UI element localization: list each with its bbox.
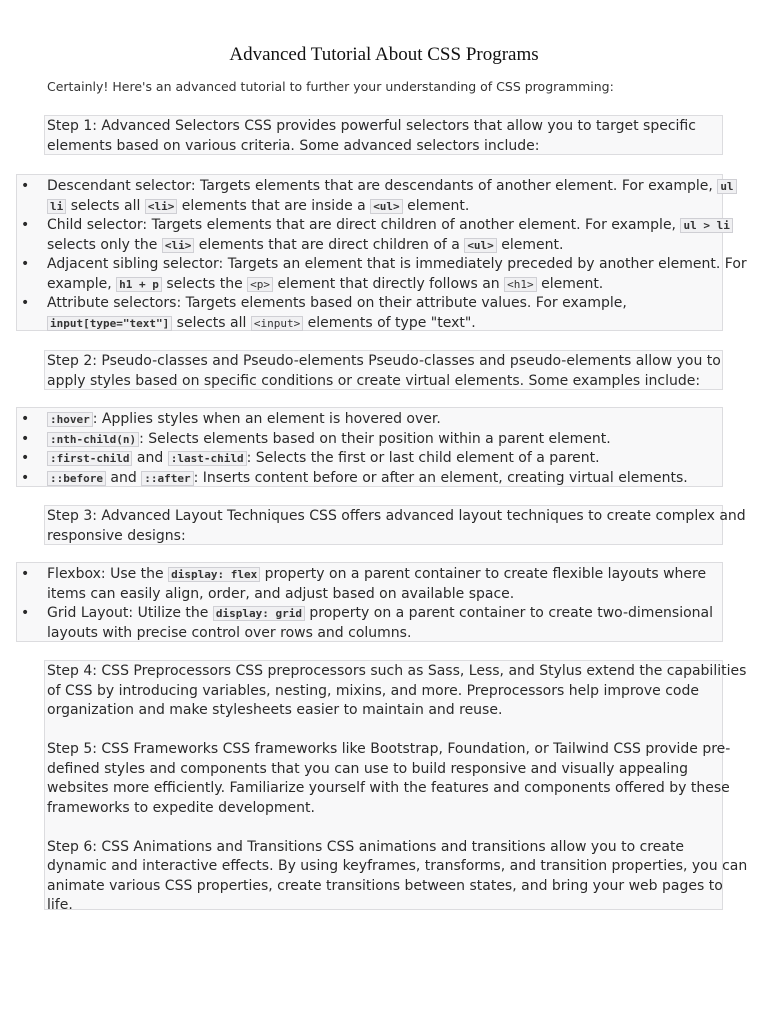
code-ul-tag: <ul>	[464, 238, 497, 253]
text: items can easily align, order, and adjust based on available space.	[47, 585, 515, 602]
text: elements that are inside a	[177, 197, 371, 214]
text: Adjacent sibling selector: Targets an element that is immediately preceded by another element. For	[47, 256, 747, 272]
code-h1-plus-p: h1 + p	[116, 277, 162, 292]
step3-box	[44, 505, 746, 545]
intro-text: Certainly! Here's an advanced tutorial to further your understanding of CSS programming:	[47, 79, 614, 94]
code-li-tag: <li>	[162, 238, 195, 253]
text: : Inserts content before or after an element, creating virtual elements.	[193, 469, 688, 486]
text: property on a parent container to create two-dimensional	[304, 605, 714, 621]
steps-4-6-box	[44, 660, 748, 913]
step6-line4: life.	[47, 897, 73, 913]
step6-line3: animate various CSS properties, create transitions between states, and bring your web pages to	[47, 877, 723, 894]
code-p-tag: <p>	[247, 277, 273, 292]
text: layouts with precise control over rows and columns.	[47, 624, 412, 641]
text: selects all	[172, 314, 251, 331]
list-item-before-after	[17, 469, 722, 489]
code-after: ::after	[141, 471, 193, 486]
text: selects all	[66, 197, 145, 214]
code-before: ::before	[47, 471, 106, 486]
text: Descendant selector: Targets elements that are descendants of another element. For example,	[47, 178, 718, 194]
code-li-tag: <li>	[145, 199, 178, 214]
text: element.	[402, 197, 470, 214]
step1-box	[44, 115, 723, 155]
page-title: Advanced Tutorial About CSS Programs	[229, 44, 539, 65]
text: : Selects the first or last child element of a parent.	[246, 450, 600, 466]
list-item-hover	[17, 410, 722, 430]
code-hover: :hover	[47, 412, 93, 427]
code-nth-child: :nth-child(n)	[47, 432, 139, 447]
step2-line2: apply styles based on specific conditions or create virtual elements. Some examples include:	[47, 372, 701, 389]
step2-line1: Step 2: Pseudo-classes and Pseudo-elements Pseudo-classes and pseudo-elements allow you to	[47, 353, 721, 369]
bullet: •	[21, 217, 30, 233]
text: and	[105, 469, 142, 486]
step3-line1: Step 3: Advanced Layout Techniques CSS offers advanced layout techniques to create complex and	[47, 508, 746, 524]
code-first-child: :first-child	[47, 451, 132, 466]
step4-line1: Step 4: CSS Preprocessors CSS preprocessors such as Sass, Less, and Stylus extend the capabilities	[47, 663, 747, 679]
text: and	[132, 450, 168, 466]
paragraph-gap	[47, 818, 722, 838]
text: element.	[536, 275, 604, 292]
list-item-adjacent	[17, 255, 747, 294]
bullet: •	[21, 256, 30, 272]
text: element that directly follows an	[273, 275, 505, 292]
code-h1-tag: <h1>	[504, 277, 537, 292]
step6-line2: dynamic and interactive effects. By using keyframes, transforms, and transition properties, you can	[47, 858, 748, 874]
step4-line2: of CSS by introducing variables, nesting, mixins, and more. Preprocessors help improve code	[47, 682, 699, 699]
text: element.	[496, 236, 564, 253]
code-ul-tag: <ul>	[370, 199, 403, 214]
text: elements of type "text".	[303, 314, 476, 331]
code-display-flex: display: flex	[168, 567, 260, 582]
bullet: •	[21, 450, 30, 466]
step2-box	[44, 350, 723, 390]
bullet: •	[21, 566, 30, 582]
list-item-attribute	[17, 294, 722, 333]
code-display-grid: display: grid	[213, 606, 305, 621]
code-last-child: :last-child	[168, 451, 247, 466]
text: selects the	[161, 275, 248, 292]
step1-line2: elements based on various criteria. Some advanced selectors include:	[47, 137, 540, 154]
list-item-flexbox	[17, 565, 722, 604]
list-item-first-last	[17, 449, 722, 469]
text: selects only the	[47, 236, 162, 253]
text: : Selects elements based on their position within a parent element.	[139, 430, 611, 447]
code-ul: ul	[717, 179, 736, 194]
text: Flexbox: Use the	[47, 566, 169, 582]
bullet: •	[21, 295, 30, 311]
code-input-type-text: input[type="text"]	[47, 316, 172, 331]
text: property on a parent container to create flexible layouts where	[260, 566, 707, 582]
step1-line1: Step 1: Advanced Selectors CSS provides powerful selectors that allow you to target specific	[47, 118, 696, 134]
step5-line1: Step 5: CSS Frameworks CSS frameworks like Bootstrap, Foundation, or Tailwind CSS provide pre-	[47, 741, 731, 757]
text: Grid Layout: Utilize the	[47, 605, 213, 621]
pseudo-list	[16, 407, 723, 487]
step5-line2: defined styles and components that you can use to build responsive and visually appealing	[47, 760, 688, 777]
selectors-list	[16, 174, 747, 331]
bullet: •	[21, 411, 30, 427]
bullet: •	[21, 469, 30, 486]
bullet: •	[21, 178, 30, 194]
list-item-nth-child	[17, 430, 722, 450]
bullet: •	[21, 605, 30, 621]
step3-line2: responsive designs:	[47, 527, 186, 544]
text: Child selector: Targets elements that are direct children of another element. For example,	[47, 217, 681, 233]
step5-line3: websites more efficiently. Familiarize yourself with the features and components offered by these	[47, 780, 730, 796]
text: : Applies styles when an element is hovered over.	[92, 411, 441, 427]
list-item-descendant	[17, 177, 734, 216]
code-input-tag: <input>	[251, 316, 303, 331]
step4-line3: organization and make stylesheets easier to maintain and reuse.	[47, 702, 503, 718]
text: Attribute selectors: Targets elements based on their attribute values. For example,	[47, 295, 627, 311]
text: example,	[47, 275, 117, 292]
bullet: •	[21, 430, 30, 447]
list-item-child	[17, 216, 730, 255]
step6-line1: Step 6: CSS Animations and Transitions CSS animations and transitions allow you to create	[47, 838, 685, 855]
text: elements that are direct children of a	[194, 236, 465, 253]
layout-list	[16, 562, 723, 642]
list-item-grid	[17, 604, 722, 643]
step5-line4: frameworks to expedite development.	[47, 799, 315, 816]
code-ul-gt-li: ul > li	[680, 218, 732, 233]
code-li: li	[47, 199, 66, 214]
paragraph-gap	[47, 721, 722, 741]
